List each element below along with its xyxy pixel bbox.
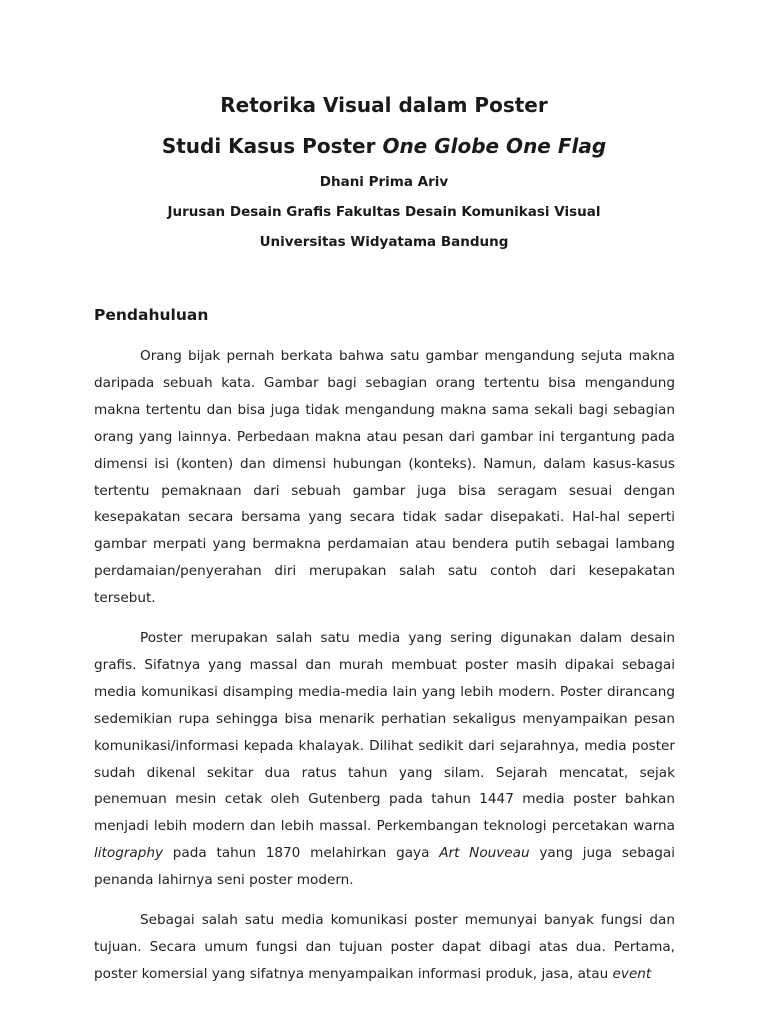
paragraph-1-block (94, 343, 675, 612)
paragraph-2 (94, 625, 675, 894)
paragraph-2-text-b: pada tahun 1870 melahirkan gaya (163, 845, 440, 862)
paragraph-3-text-a: Sebagai salah satu media komunikasi poster memunyai banyak fungsi dan tujuan. Secara umum fungsi dan tujuan poster dapat dibagi atas dua. Pertama, poster komersial yang sifatnya menyampaikan informasi produk, jasa, atau (94, 912, 675, 982)
paragraph-2-block (94, 625, 675, 894)
paragraph-1: Orang bijak pernah berkata bahwa satu gambar mengandung sejuta makna daripada sebuah kata. Gambar bagi sebagian orang tertentu bisa mengandung makna tertentu dan bisa juga tidak mengandung makna sama sekali bagi sebagian orang yang lainnya. Perbedaan makna atau pesan dari gambar ini tergantung pada dimensi isi (konten) dan dimensi hubungan (konteks). Namun, dalam kasus-kasus tertentu pemaknaan dari sebuah gambar juga bisa seragam sesuai dengan kesepakatan secara bersama yang secara tidak sadar disepakati. Hal-hal seperti gambar merpati yang bermakna perdamaian atau bendera putih sebagai lambang perdamaian/penyerahan diri merupakan salah satu contoh dari kesepakatan tersebut. (94, 348, 675, 607)
subtitle-italic: One Globe One Flag (382, 134, 607, 158)
paragraph-2-text-a: Poster merupakan salah satu media yang sering digunakan dalam desain grafis. Sifatnya yang massal dan murah membuat poster masih dipakai sebagai media komunikasi disamping media-media lain yang lebih modern. Poster dirancang sedemikian rupa sehingga bisa menarik perhatian sekaligus menyampaikan pesan komunikasi/informasi kepada khalayak. Dilihat sedikit dari sejarahnya, media poster sudah dikenal sekitar dua ratus tahun yang silam. Sejarah mencatat, sejak penemuan mesin cetak oleh Gutenberg pada tahun 1447 media poster bahkan menjadi lebih modern dan lebih massal. Perkembangan teknologi percetakan warna (94, 630, 675, 835)
paragraph-2-italic-litography: litography (94, 845, 164, 862)
paper-title: Retorika Visual dalam Poster (220, 93, 548, 117)
paragraph-3-block (94, 907, 675, 988)
author-university: Universitas Widyatama Bandung (259, 234, 509, 250)
paragraph-3 (94, 907, 675, 988)
section-heading: Pendahuluan (94, 306, 209, 324)
paper-subtitle (0, 132, 768, 160)
paragraph-2-italic-art-nouveau: Art Nouveau (439, 845, 530, 862)
paragraph-3-italic-event: event (612, 965, 652, 982)
paragraph-2-text-c: yang juga sebagai penanda lahirnya seni poster modern. (94, 845, 675, 889)
subtitle-prefix: Studi Kasus Poster (161, 134, 383, 158)
author-department: Jurusan Desain Grafis Fakultas Desain Komunikasi Visual (167, 204, 601, 220)
author-name: Dhani Prima Ariv (319, 174, 449, 190)
